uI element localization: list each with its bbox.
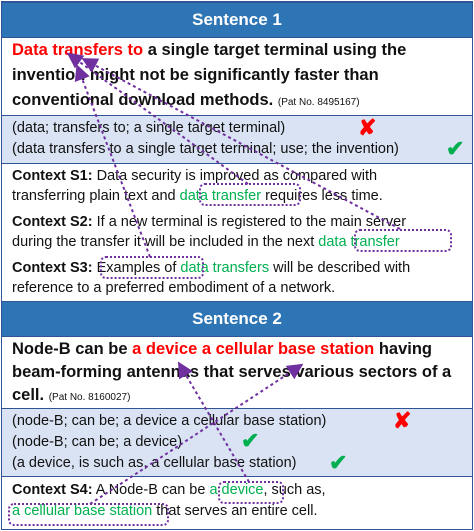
context-s1-highlight: data transfer <box>179 188 262 204</box>
context-s2-line2: during the transfer it will be included in the next data transfer <box>12 234 400 250</box>
sentence2-line1: Node-B can be a device a cellular base station having <box>12 340 432 358</box>
sentence1-line1: Data transfers to a single target terminal using the <box>12 41 407 59</box>
context-s4-line1: Context S4: A Node-B can be a device, such as, <box>12 482 326 498</box>
sentence2-triple-1: (node-B; can be; a device a cellular base station) <box>12 413 327 429</box>
highlight-box-s2 <box>354 229 452 252</box>
sentence1-triples-panel <box>2 115 472 164</box>
sentence2-header: Sentence 2 <box>2 301 472 337</box>
sentence1-triple-2: (data transfers to a single target terminal; use; the invention) <box>12 141 399 157</box>
sentence2-triple-2: (node-B; can be; a device) <box>12 434 183 450</box>
sentence1-patent-number: (Pat No. 8495167) <box>277 97 360 108</box>
context-s2-highlight: data transfer <box>318 234 400 250</box>
sentence2-line2: beam-forming antennas that serves various sectors of a <box>12 363 452 381</box>
highlight-box-device <box>218 481 284 504</box>
sentence2-triple-3: (a device, is such as, a cellular base station) <box>12 455 297 471</box>
sentence1-triple-1: (data; transfers to; a single target terminal) <box>12 120 286 136</box>
sentence1-line3: conventional download methods. (Pat No. 8495167) <box>12 91 360 109</box>
sentence2-triples-panel <box>2 408 472 477</box>
context-s4-highlight-device: a device <box>209 482 264 498</box>
highlight-box-s3 <box>100 256 204 279</box>
context-s4-line2: a cellular base station that serves an entire cell. <box>12 503 318 519</box>
highlight-box-station <box>8 503 169 526</box>
sentence1-panel <box>2 37 472 116</box>
sentence1-header: Sentence 1 <box>2 2 472 38</box>
context-s4-highlight-station: a cellular base station <box>12 503 153 519</box>
context-s3-line1: Context S3: Examples of data transfers will be described with <box>12 260 411 276</box>
sentence2-panel <box>2 336 472 409</box>
context-s3-highlight: data transfers <box>180 260 270 276</box>
highlight-box-s1 <box>199 183 301 206</box>
sentence2-red-phrase: a device a cellular base station <box>132 340 375 358</box>
sentence1-line2: invention might not be significantly faster than <box>12 66 379 84</box>
check-icon: ✔ <box>446 136 465 161</box>
check-icon: ✔ <box>329 450 348 475</box>
cross-icon: ✘ <box>358 115 377 140</box>
context-s1-line1: Context S1: Data security is improved as compared with <box>12 168 378 184</box>
context-s1-line2: transferring plain text and data transfer requires less time. <box>12 188 383 204</box>
context-s2-line1: Context S2: If a new terminal is registered to the main server <box>12 214 407 230</box>
sentence2-patent-number: (Pat No. 8160027) <box>48 392 131 403</box>
context-s3-line2: reference to a preferred embodiment of a network. <box>12 280 336 296</box>
cross-icon: ✘ <box>393 408 412 433</box>
sentence2-line3: cell. (Pat No. 8160027) <box>12 386 131 404</box>
sentence1-red-phrase: Data transfers to <box>12 41 144 59</box>
check-icon: ✔ <box>241 428 260 453</box>
